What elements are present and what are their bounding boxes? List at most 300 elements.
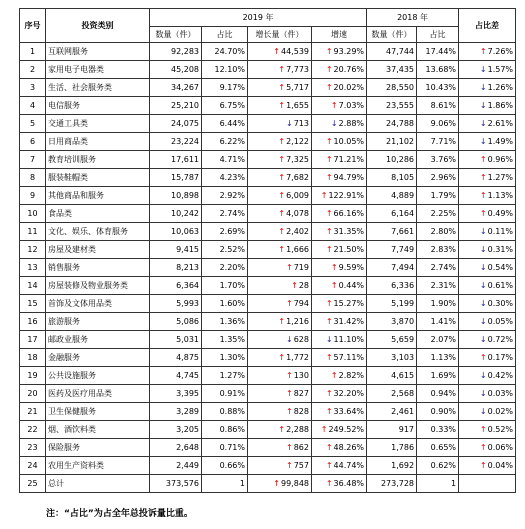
row-count-2019: 92,283 (150, 43, 202, 61)
row-count-2018: 7,749 (367, 241, 417, 259)
row-share-2019: 2.20% (202, 259, 248, 277)
row-count-2018: 21,102 (367, 133, 417, 151)
row-share-2019: 6.44% (202, 115, 248, 133)
row-share-diff-value: 0.17% (487, 353, 514, 362)
row-share-diff (459, 223, 516, 241)
row-count-2018: 917 (367, 421, 417, 439)
row-category: 首饰及文体用品类 (46, 295, 150, 313)
table-row (20, 313, 516, 331)
row-rate (312, 331, 367, 349)
row-index: 22 (20, 421, 46, 439)
row-category: 公共设施服务 (46, 367, 150, 385)
arrow-down-icon: ↓ (479, 335, 487, 344)
arrow-down-icon: ↓ (479, 101, 487, 110)
table-row (20, 151, 516, 169)
row-rate-value: 31.42% (333, 317, 365, 326)
arrow-up-icon: ↑ (286, 389, 293, 398)
arrow-up-icon: ↑ (278, 425, 286, 434)
row-count-2019: 23,224 (150, 133, 202, 151)
arrow-up-icon: ↑ (479, 425, 487, 434)
row-growth (248, 295, 312, 313)
table-row (20, 259, 516, 277)
row-share-diff (459, 475, 516, 493)
arrow-up-icon: ↑ (278, 65, 286, 74)
row-count-2019: 5,031 (150, 331, 202, 349)
arrow-up-icon: ↑ (325, 155, 333, 164)
arrow-up-icon: ↑ (273, 479, 280, 488)
row-growth (248, 61, 312, 79)
row-rate-value: 122.91% (328, 191, 365, 200)
arrow-up-icon: ↑ (325, 407, 333, 416)
row-count-2018: 10,286 (367, 151, 417, 169)
row-share-diff-value: 0.49% (487, 209, 514, 218)
row-growth (248, 277, 312, 295)
row-category: 农用生产资料类 (46, 457, 150, 475)
row-share-2019: 4.23% (202, 169, 248, 187)
arrow-up-icon: ↑ (273, 47, 280, 56)
row-growth-value: 4,078 (286, 209, 309, 218)
row-growth-value: 7,682 (286, 173, 309, 182)
arrow-up-icon: ↑ (330, 371, 338, 380)
arrow-down-icon: ↓ (479, 263, 487, 272)
row-share-diff (459, 205, 516, 223)
row-growth-value: 7,325 (286, 155, 309, 164)
table-row (20, 205, 516, 223)
row-count-2019: 6,364 (150, 277, 202, 295)
arrow-up-icon: ↑ (278, 173, 286, 182)
row-rate-value: 31.35% (333, 227, 365, 236)
arrow-up-icon: ↑ (325, 479, 333, 488)
arrow-down-icon: ↓ (479, 317, 487, 326)
arrow-up-icon: ↑ (479, 353, 487, 362)
arrow-up-icon: ↑ (325, 83, 333, 92)
row-count-2019: 24,075 (150, 115, 202, 133)
arrow-up-icon: ↑ (325, 65, 333, 74)
row-share-diff (459, 79, 516, 97)
row-category: 烟、酒饮料类 (46, 421, 150, 439)
row-index: 1 (20, 43, 46, 61)
row-rate (312, 169, 367, 187)
row-rate-value: 15.27% (333, 299, 365, 308)
row-share-diff (459, 421, 516, 439)
row-rate (312, 133, 367, 151)
row-share-2018: 1.13% (417, 349, 459, 367)
row-share-diff-value: 1.13% (487, 191, 514, 200)
row-share-diff-value: 0.30% (487, 299, 514, 308)
arrow-up-icon: ↑ (320, 191, 328, 200)
row-count-2018: 24,788 (367, 115, 417, 133)
row-growth (248, 79, 312, 97)
row-share-2019: 9.17% (202, 79, 248, 97)
row-share-diff (459, 313, 516, 331)
row-share-2019: 1.35% (202, 331, 248, 349)
row-growth-value: 1,216 (286, 317, 309, 326)
row-growth-value: 2,122 (286, 137, 309, 146)
table-note: 注：“占比”为占全年总投诉量比重。 (46, 509, 193, 519)
row-count-2018: 23,555 (367, 97, 417, 115)
row-rate-value: 20.02% (333, 83, 365, 92)
row-count-2019: 3,289 (150, 403, 202, 421)
row-growth-value: 2,402 (286, 227, 309, 236)
row-share-2019: 2.74% (202, 205, 248, 223)
row-share-2018: 13.68% (417, 61, 459, 79)
row-category: 教育培训服务 (46, 151, 150, 169)
arrow-down-icon: ↓ (479, 389, 487, 398)
row-rate (312, 403, 367, 421)
row-index: 4 (20, 97, 46, 115)
arrow-up-icon: ↑ (479, 461, 487, 470)
row-rate-value: 57.11% (333, 353, 365, 362)
row-rate (312, 475, 367, 493)
row-rate (312, 187, 367, 205)
row-rate (312, 277, 367, 295)
row-category: 食品类 (46, 205, 150, 223)
row-growth-value: 130 (293, 371, 309, 380)
row-count-2019: 45,208 (150, 61, 202, 79)
row-count-2019: 5,993 (150, 295, 202, 313)
row-count-2019: 4,875 (150, 349, 202, 367)
row-count-2019: 15,787 (150, 169, 202, 187)
row-share-diff-value: 1.57% (487, 65, 514, 74)
header-share-2018: 占比 (417, 27, 459, 43)
arrow-up-icon: ↑ (325, 389, 333, 398)
row-growth (248, 205, 312, 223)
row-growth-value: 7,773 (286, 65, 309, 74)
row-rate-value: 9.59% (338, 263, 365, 272)
row-count-2019: 10,063 (150, 223, 202, 241)
arrow-up-icon: ↑ (325, 353, 333, 362)
row-growth-value: 6,009 (286, 191, 309, 200)
row-count-2018: 5,199 (367, 295, 417, 313)
row-count-2018: 7,661 (367, 223, 417, 241)
arrow-up-icon: ↑ (286, 371, 293, 380)
arrow-down-icon: ↓ (325, 335, 333, 344)
row-category: 文化、娱乐、体育服务 (46, 223, 150, 241)
row-rate-value: 71.21% (333, 155, 365, 164)
table-row (20, 367, 516, 385)
row-share-2019: 1.36% (202, 313, 248, 331)
row-share-2019: 0.86% (202, 421, 248, 439)
row-share-diff-value: 0.72% (487, 335, 514, 344)
row-count-2018: 6,164 (367, 205, 417, 223)
row-count-2019: 3,205 (150, 421, 202, 439)
row-growth-value: 99,848 (281, 479, 309, 488)
row-growth (248, 421, 312, 439)
row-share-2018: 2.96% (417, 169, 459, 187)
arrow-down-icon: ↓ (286, 119, 293, 128)
row-share-diff-value: 0.31% (487, 245, 514, 254)
arrow-up-icon: ↑ (479, 47, 487, 56)
row-growth-value: 1,772 (286, 353, 309, 362)
row-rate (312, 43, 367, 61)
row-growth (248, 115, 312, 133)
arrow-up-icon: ↑ (286, 299, 293, 308)
row-growth-value: 719 (293, 263, 309, 272)
arrow-up-icon: ↑ (479, 155, 487, 164)
arrow-up-icon: ↑ (325, 209, 333, 218)
table-row (20, 457, 516, 475)
row-category: 卫生保健服务 (46, 403, 150, 421)
row-growth-value: 794 (293, 299, 309, 308)
table-row (20, 241, 516, 259)
row-category: 保险服务 (46, 439, 150, 457)
arrow-up-icon: ↑ (325, 137, 333, 146)
table-row (20, 295, 516, 313)
row-share-2018: 1.41% (417, 313, 459, 331)
table-row (20, 61, 516, 79)
arrow-down-icon: ↓ (479, 407, 487, 416)
row-count-2019: 34,267 (150, 79, 202, 97)
row-share-2019: 2.69% (202, 223, 248, 241)
table-row (20, 349, 516, 367)
row-growth (248, 187, 312, 205)
arrow-up-icon: ↑ (286, 461, 293, 470)
row-rate (312, 439, 367, 457)
row-rate (312, 151, 367, 169)
arrow-up-icon: ↑ (325, 245, 333, 254)
row-share-2019: 24.70% (202, 43, 248, 61)
row-rate-value: 249.52% (328, 425, 365, 434)
row-count-2018: 37,435 (367, 61, 417, 79)
row-share-diff (459, 115, 516, 133)
header-share-diff: 占比差 (459, 9, 516, 43)
row-category: 服装鞋帽类 (46, 169, 150, 187)
row-index: 2 (20, 61, 46, 79)
header-count-2019: 数量（件） (150, 27, 202, 43)
row-share-2019: 6.75% (202, 97, 248, 115)
row-index: 18 (20, 349, 46, 367)
row-growth-value: 1,655 (286, 101, 309, 110)
arrow-down-icon: ↓ (479, 371, 487, 380)
row-rate (312, 241, 367, 259)
arrow-up-icon: ↑ (278, 353, 286, 362)
row-index: 8 (20, 169, 46, 187)
row-index: 12 (20, 241, 46, 259)
row-category: 其他商品和服务 (46, 187, 150, 205)
row-share-diff (459, 331, 516, 349)
arrow-up-icon: ↑ (479, 443, 487, 452)
row-growth (248, 475, 312, 493)
row-share-diff (459, 241, 516, 259)
row-count-2018: 2,461 (367, 403, 417, 421)
row-index: 14 (20, 277, 46, 295)
header-2018: 2018 年 (367, 9, 459, 27)
row-rate-value: 10.05% (333, 137, 365, 146)
row-growth-value: 713 (293, 119, 309, 128)
row-rate-value: 0.44% (338, 281, 365, 290)
row-category: 总计 (46, 475, 150, 493)
row-growth (248, 43, 312, 61)
row-rate-value: 93.29% (333, 47, 365, 56)
row-rate (312, 79, 367, 97)
row-share-diff (459, 295, 516, 313)
row-share-diff-value: 0.54% (487, 263, 514, 272)
row-rate-value: 20.76% (333, 65, 365, 74)
row-rate (312, 421, 367, 439)
arrow-up-icon: ↑ (330, 101, 338, 110)
row-share-2019: 1.70% (202, 277, 248, 295)
table-row (20, 223, 516, 241)
row-count-2018: 47,744 (367, 43, 417, 61)
table-row (20, 43, 516, 61)
table-row (20, 439, 516, 457)
row-count-2018: 6,336 (367, 277, 417, 295)
header-rate: 增速 (312, 27, 367, 43)
table-row (20, 385, 516, 403)
row-rate-value: 21.50% (333, 245, 365, 254)
arrow-down-icon: ↓ (479, 83, 487, 92)
arrow-up-icon: ↑ (325, 443, 333, 452)
arrow-up-icon: ↑ (278, 227, 286, 236)
row-share-2018: 17.44% (417, 43, 459, 61)
header-index: 序号 (20, 9, 46, 43)
row-growth (248, 313, 312, 331)
row-share-diff-value: 0.11% (487, 227, 514, 236)
row-growth (248, 223, 312, 241)
row-share-2018: 1 (417, 475, 459, 493)
row-share-diff (459, 133, 516, 151)
arrow-up-icon: ↑ (278, 245, 286, 254)
row-share-2018: 2.74% (417, 259, 459, 277)
row-rate-value: 66.16% (333, 209, 365, 218)
row-rate (312, 97, 367, 115)
row-share-diff-value: 0.96% (487, 155, 514, 164)
row-count-2019: 2,449 (150, 457, 202, 475)
arrow-up-icon: ↑ (278, 209, 286, 218)
row-growth-value: 827 (293, 389, 309, 398)
row-share-2018: 9.06% (417, 115, 459, 133)
row-growth-value: 628 (293, 335, 309, 344)
row-rate-value: 44.74% (333, 461, 365, 470)
row-share-diff-value: 0.05% (487, 317, 514, 326)
arrow-down-icon: ↓ (479, 281, 487, 290)
row-index: 16 (20, 313, 46, 331)
arrow-up-icon: ↑ (286, 263, 293, 272)
row-share-2019: 1.60% (202, 295, 248, 313)
row-rate-value: 33.64% (333, 407, 365, 416)
table-row (20, 277, 516, 295)
row-count-2019: 17,611 (150, 151, 202, 169)
row-share-diff-value: 1.26% (487, 83, 514, 92)
row-rate (312, 205, 367, 223)
header-category: 投资类别 (46, 9, 150, 43)
row-share-diff-value: 0.42% (487, 371, 514, 380)
row-share-2019: 0.91% (202, 385, 248, 403)
arrow-down-icon: ↓ (479, 299, 487, 308)
row-rate-value: 11.10% (333, 335, 365, 344)
row-count-2018: 8,105 (367, 169, 417, 187)
header-count-2018: 数量（件） (367, 27, 417, 43)
row-share-diff-value: 7.26% (487, 47, 514, 56)
table-body (20, 43, 516, 493)
arrow-up-icon: ↑ (278, 155, 286, 164)
row-count-2018: 4,615 (367, 367, 417, 385)
arrow-up-icon: ↑ (278, 83, 286, 92)
row-share-2018: 0.62% (417, 457, 459, 475)
row-rate (312, 349, 367, 367)
arrow-up-icon: ↑ (320, 425, 328, 434)
row-growth (248, 133, 312, 151)
arrow-up-icon: ↑ (479, 191, 487, 200)
row-share-2018: 0.65% (417, 439, 459, 457)
row-growth-value: 757 (293, 461, 309, 470)
row-share-diff (459, 439, 516, 457)
row-index: 15 (20, 295, 46, 313)
row-category: 邮政业服务 (46, 331, 150, 349)
row-index: 9 (20, 187, 46, 205)
row-count-2019: 2,648 (150, 439, 202, 457)
row-category: 生活、社会服务类 (46, 79, 150, 97)
table-row (20, 133, 516, 151)
row-share-2018: 2.25% (417, 205, 459, 223)
row-count-2018: 28,550 (367, 79, 417, 97)
row-count-2019: 25,210 (150, 97, 202, 115)
row-category: 房屋装修及物业服务类 (46, 277, 150, 295)
arrow-up-icon: ↑ (278, 137, 286, 146)
row-growth (248, 457, 312, 475)
row-category: 房屋及建材类 (46, 241, 150, 259)
row-index: 17 (20, 331, 46, 349)
row-growth-value: 862 (293, 443, 309, 452)
row-rate-value: 2.82% (338, 371, 365, 380)
row-share-diff (459, 385, 516, 403)
table-row (20, 421, 516, 439)
row-growth (248, 403, 312, 421)
row-rate (312, 295, 367, 313)
row-share-diff-value: 0.02% (487, 407, 514, 416)
row-share-2018: 8.61% (417, 97, 459, 115)
row-count-2018: 1,692 (367, 457, 417, 475)
row-category: 交通工具类 (46, 115, 150, 133)
row-rate-value: 36.48% (333, 479, 365, 488)
row-rate (312, 115, 367, 133)
row-count-2018: 5,659 (367, 331, 417, 349)
row-count-2018: 2,568 (367, 385, 417, 403)
row-share-2018: 1.79% (417, 187, 459, 205)
row-share-diff-value: 1.86% (487, 101, 514, 110)
table-row (20, 79, 516, 97)
row-share-2018: 2.31% (417, 277, 459, 295)
arrow-down-icon: ↓ (330, 119, 338, 128)
table-row (20, 331, 516, 349)
row-index: 13 (20, 259, 46, 277)
row-share-2019: 0.71% (202, 439, 248, 457)
arrow-up-icon: ↑ (278, 101, 286, 110)
row-growth (248, 367, 312, 385)
row-growth-value: 5,717 (286, 83, 309, 92)
row-growth (248, 349, 312, 367)
row-share-diff (459, 43, 516, 61)
row-share-diff-value: 1.49% (487, 137, 514, 146)
table-row (20, 403, 516, 421)
row-share-2018: 1.69% (417, 367, 459, 385)
row-share-2018: 2.07% (417, 331, 459, 349)
arrow-down-icon: ↓ (479, 65, 487, 74)
arrow-up-icon: ↑ (286, 443, 293, 452)
row-rate-value: 32.20% (333, 389, 365, 398)
row-count-2019: 4,745 (150, 367, 202, 385)
row-share-2019: 2.52% (202, 241, 248, 259)
row-share-diff (459, 151, 516, 169)
row-share-2018: 2.80% (417, 223, 459, 241)
row-rate (312, 367, 367, 385)
row-share-2018: 10.43% (417, 79, 459, 97)
row-count-2019: 9,415 (150, 241, 202, 259)
row-growth-value: 2,288 (286, 425, 309, 434)
arrow-down-icon: ↓ (479, 227, 487, 236)
row-count-2019: 10,242 (150, 205, 202, 223)
row-share-2018: 1.90% (417, 295, 459, 313)
